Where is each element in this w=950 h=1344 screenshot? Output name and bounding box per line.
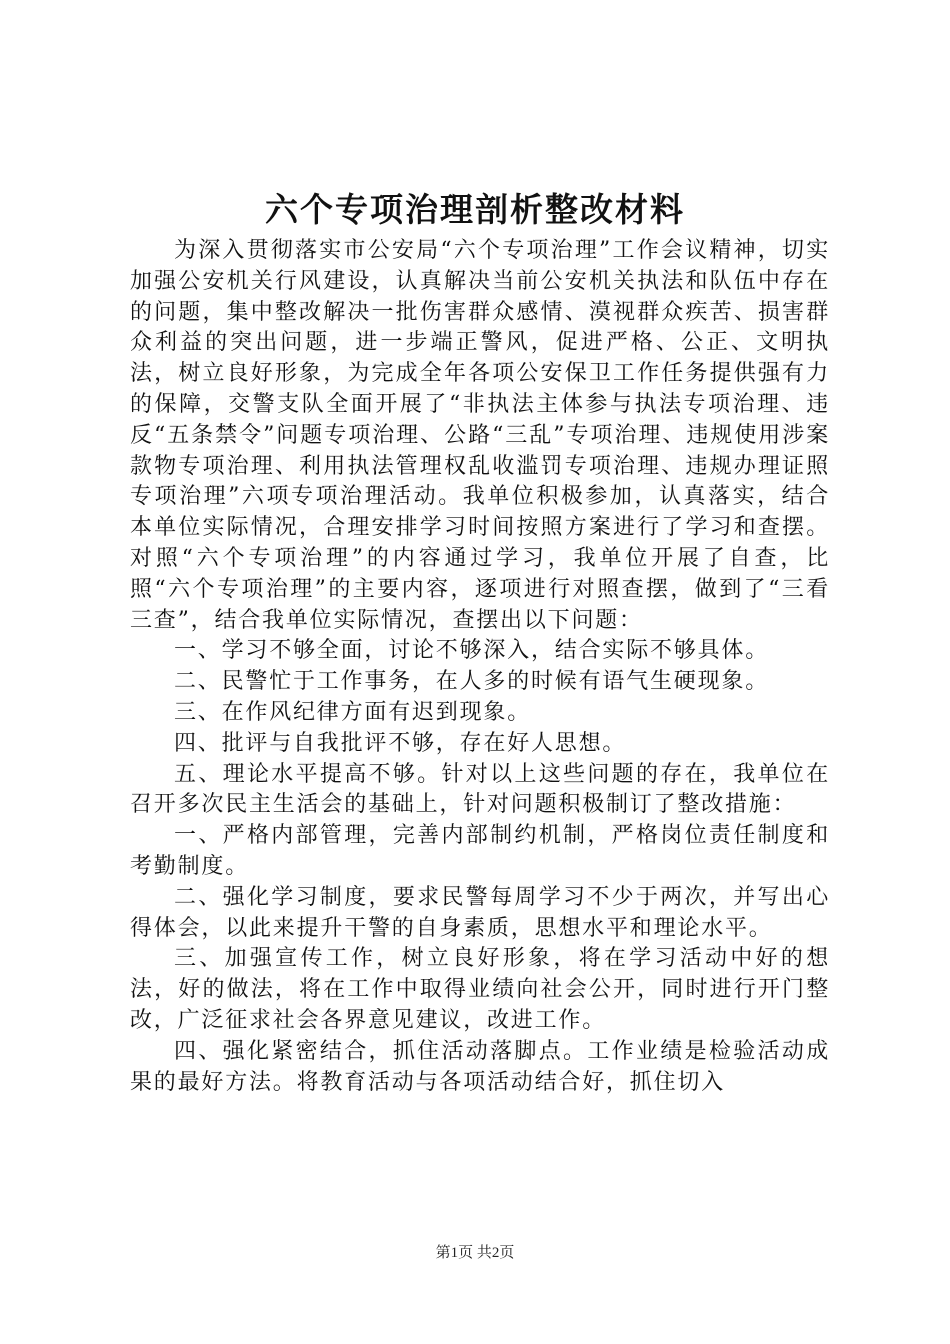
paragraph: 三、加强宣传工作，树立良好形象，将在学习活动中好的想法，好的做法，将在工作中取得业绩向社会公开，同时进行开门整改，广泛征求社会各界意见建议，改进工作。 bbox=[130, 946, 830, 1033]
page-number-footer: 第1页 共2页 bbox=[435, 1245, 515, 1261]
paragraph: 四、强化紧密结合，抓住活动落脚点。工作业绩是检验活动成果的最好方法。将教育活动与各项活动结合好，抓住切入 bbox=[130, 1038, 830, 1095]
document-body bbox=[130, 236, 830, 1098]
paragraph: 五、理论水平提高不够。针对以上这些问题的存在，我单位在召开多次民主生活会的基础上，针对问题积极制订了整改措施： bbox=[130, 761, 830, 818]
document-title: 六个专项治理剖析整改材料 bbox=[265, 190, 685, 229]
paragraph: 二、民警忙于工作事务，在人多的时候有语气生硬现象。 bbox=[174, 669, 770, 695]
paragraph: 二、强化学习制度，要求民警每周学习不少于两次，并写出心得体会，以此来提升干警的自身素质，思想水平和理论水平。 bbox=[130, 884, 830, 941]
paragraph: 一、严格内部管理，完善内部制约机制，严格岗位责任制度和考勤制度。 bbox=[130, 823, 830, 879]
paragraph: 四、批评与自我批评不够，存在好人思想。 bbox=[174, 730, 627, 756]
paragraph: 一、学习不够全面，讨论不够深入，结合实际不够具体。 bbox=[174, 638, 770, 664]
paragraph: 为深入贯彻落实市公安局“六个专项治理”工作会议精神，切实加强公安机关行风建设，认真解决当前公安机关执法和队伍中存在的问题，集中整改解决一批伤害群众感情、漠视群众疾苦、损害群众利益的突出问题，进一步端正警风，促进严格、公正、文明执法，树立良好形象，为完成全年各项公安保卫工作任务提供强有力的保障，交警支队全面开展了“非执法主体参与执法专项治理、违反“五条禁令”问题专项治理、公路“三乱”专项治理、违规使用涉案款物专项治理、利用执法管理权乱收滥罚专项治理、违规办理证照专项治理”六项专项治理活动。我单位积极参加，认真落实，结合本单位实际情况，合理安排学习时间按照方案进行了学习和查摆。对照“六个专项治理”的内容通过学习，我单位开展了自查，比照“六个专项治理”的主要内容，逐项进行对照查摆，做到了“三看三查”，结合我单位实际情况，查摆出以下问题： bbox=[130, 238, 830, 633]
paragraph: 三、在作风纪律方面有迟到现象。 bbox=[174, 699, 532, 725]
